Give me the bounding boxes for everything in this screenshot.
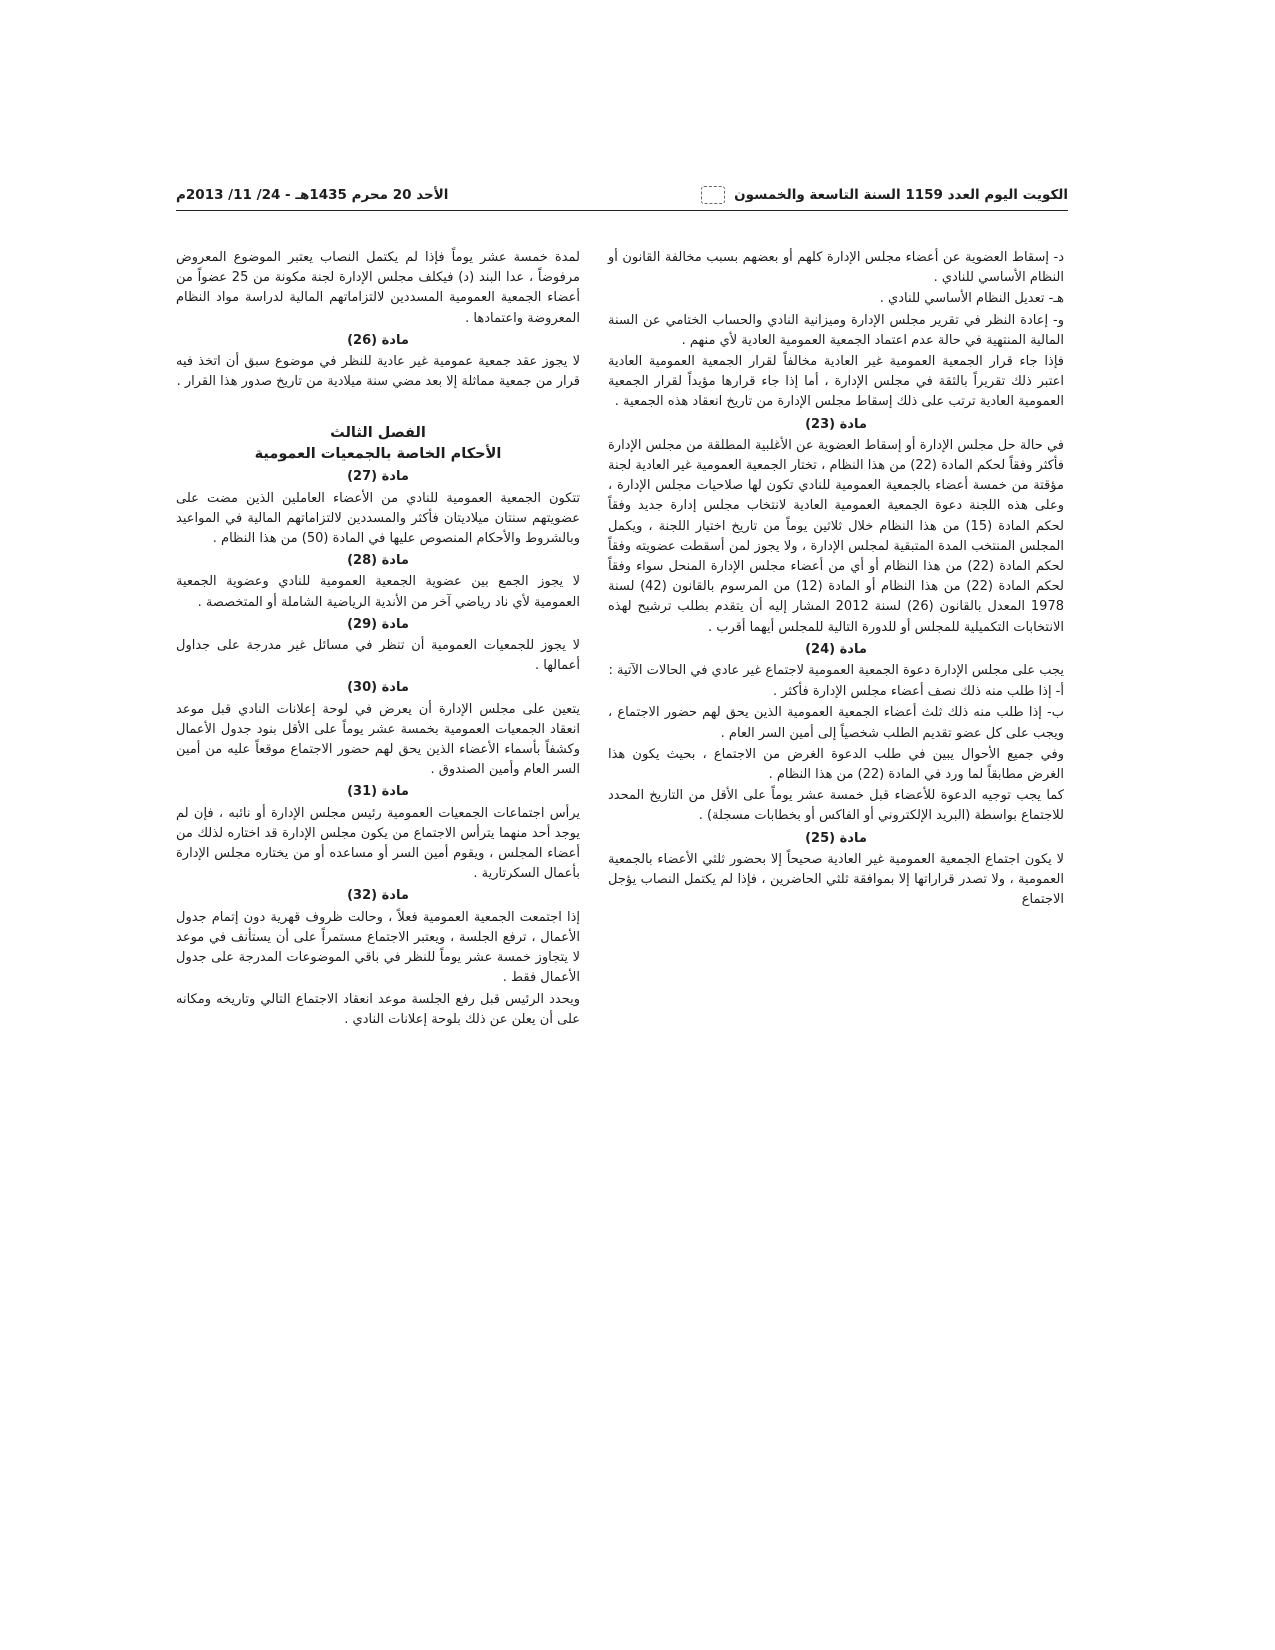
issue-label: الكويت اليوم العدد 1159 السنة التاسعة والخمسون: [734, 187, 1068, 203]
list-item: وفي جميع الأحوال يبين في طلب الدعوة الغرض من الاجتماع ، بحيث يكون هذا الغرض مطابقاً لما ورد في المادة (22) من هذا النظام .: [608, 746, 1064, 783]
gazette-issue-info: [697, 186, 1068, 204]
spacer: [176, 393, 580, 423]
article-29-heading: مادة (29): [347, 616, 409, 632]
header-rule: [176, 210, 1068, 211]
list-item: د- إسقاط العضوية عن أعضاء مجلس الإدارة كلهم أو بعضهم بسبب مخالفة القانون أو النظام الأساسي للنادي .: [608, 250, 1064, 286]
gazette-emblem-icon: [701, 186, 725, 204]
chapter-subtitle: الأحكام الخاصة بالجمعيات العمومية: [254, 446, 502, 463]
article-26-heading: مادة (26): [347, 332, 409, 348]
list-item: ويحدد الرئيس قبل رفع الجلسة موعد انعقاد الاجتماع التالي وتاريخه ومكانه على أن يعلن عن ذلك بلوحة إعلانات النادي .: [176, 991, 580, 1027]
list-item: ب- إذا طلب منه ذلك ثلث أعضاء الجمعية العمومية الذين يحق لهم حضور الاجتماع ، ويجب على كل عضو تقديم الطلب شخصياً إلى أمين السر العام .: [608, 705, 1064, 741]
article-27-heading: مادة (27): [347, 469, 409, 485]
chapter-title: الفصل الثالث: [330, 425, 426, 442]
issue-date: الأحد 20 محرم 1435هـ - 24/ 11/ 2013م: [176, 187, 449, 203]
left-column: [176, 248, 580, 1031]
article-26-text: لا يجوز عقد جمعية عمومية غير عادية للنظر في موضوع سبق أن اتخذ فيه قرار من جمعية مماثلة إلا بعد مضي سنة ميلادية من تاريخ صدور هذا القرار .: [176, 354, 580, 390]
article-29-text: لا يجوز للجمعيات العمومية أن تنظر في مسائل غير مدرجة على جداول أعمالها .: [176, 638, 580, 674]
list-item: فإذا جاء قرار الجمعية العمومية غير العادية مخالفاً لقرار الجمعية العمومية العادية اعتبر ذلك تقريراً بالثقة في مجلس الإدارة ، أما إذا جاء قرارها مؤيداً لقرار الجمعية العمومية العادية ترتب على ذلك إسقاط مجلس الإدارة من تاريخ انعقاد هذه الجمعية .: [608, 354, 1064, 410]
article-23-heading: مادة (23): [805, 416, 867, 432]
article-25-text: لا يكون اجتماع الجمعية العمومية غير العادية صحيحاً إلا بحضور ثلثي الأعضاء بالجمعية العمومية ، ولا تصدر قراراتها إلا بموافقة ثلثي الحاضرين ، فإذا لم يكتمل النصاب يؤجل الاجتماع: [608, 851, 1064, 908]
article-32-heading: مادة (32): [347, 888, 409, 904]
right-column: [608, 248, 1064, 912]
list-item: و- إعادة النظر في تقرير مجلس الإدارة وميزانية النادي والحساب الختامي عن السنة المالية المنتهية في حالة عدم اعتماد الجمعية العمومية العادية لأي منهم .: [608, 312, 1064, 348]
list-item: إذا اجتمعت الجمعية العمومية فعلاً ، وحالت ظروف قهرية دون إتمام جدول الأعمال ، ترفع الجلسة ، ويعتبر الاجتماع مستمراً على أن يستأنف في موعد لا يتجاوز خمسة عشر يوماً للنظر في باقي الموضوعات المدرجة على جدول الأعمال فقط .: [176, 909, 580, 986]
page-header: [176, 184, 1068, 206]
article-24-heading: مادة (24): [805, 641, 867, 657]
list-item: كما يجب توجيه الدعوة للأعضاء قبل خمسة عشر يوماً على الأقل من التاريخ المحدد للاجتماع بواسطة (البريد الإلكتروني أو الفاكس أو بخطابات مسجلة) .: [608, 788, 1064, 824]
article-23-text: في حالة حل مجلس الإدارة أو إسقاط العضوية عن الأغلبية المطلقة من مجلس الإدارة فأكثر وفقاً لحكم المادة (22) من هذا النظام ، تختار الجمعية العمومية غير العادية لجنة مؤقتة من خمسة أعضاء بالجمعية العمومية للنادي تكون لها صلاحيات مجلس الإدارة ، وعلى هذه اللجنة دعوة الجمعية العمومية العادية لانتخاب مجلس إدارة جديد وفقاً لحكم المادة (15) من هذا النظام خلال ثلاثين يوماً من تاريخ اختيار اللجنة ، ويكمل المجلس المنتخب المدة المتبقية لمجلس الإدارة ، ولا يجوز لمن أسقطت عضويته وفقاً لحكم المادة (22) من هذا النظام أو أي من أعضاء مجلس الإدارة المنحل سواء وفقاً لحكم المادة (22) من هذا النظام أو المادة (12) من المرسوم بالقانون (42) لسنة 1978 المعدل بالقانون (26) لسنة 2012 المشار إليه أن يتقدم بطلب ترشيح لهذه الانتخابات التكميلية للمجلس أو للدورة التالية للمجلس أيهما أقرب .: [608, 437, 1065, 635]
article-31-text: يرأس اجتماعات الجمعيات العمومية رئيس مجلس الإدارة أو نائبه ، فإن لم يوجد أحد منهما يترأس الاجتماع من يكون مجلس الإدارة قد اختاره لذلك من أعضاء المجلس ، ويقوم أمين السر أو مساعده أو من يختاره مجلس الإدارة بأعمال السكرتارية .: [176, 805, 580, 882]
article-31-heading: مادة (31): [347, 784, 409, 800]
article-25-continuation: لمدة خمسة عشر يوماً فإذا لم يكتمل النصاب يعتبر الموضوع المعروض مرفوضاً ، عدا البند (د) فيكلف مجلس الإدارة لجنة مكونة من 25 عضواً من أعضاء الجمعية العمومية المسددين لالتزاماتهم المالية لدراسة مواد النظام المعروضة واعتمادها .: [176, 250, 580, 326]
article-25-heading: مادة (25): [805, 830, 867, 846]
article-30-text: يتعين على مجلس الإدارة أن يعرض في لوحة إعلانات النادي قبل موعد انعقاد الجمعيات العمومية بخمسة عشر يوماً على الأقل بنود جدول الأعمال وكشفاً بأسماء الأعضاء الذين يحق لهم حضور الاجتماع موقعاً عليه من أمين السر العام وأمين الصندوق .: [176, 701, 580, 778]
article-30-heading: مادة (30): [347, 680, 409, 696]
article-27-text: تتكون الجمعية العمومية للنادي من الأعضاء العاملين الذين مضت على عضويتهم سنتان ميلاديتان فأكثر والمسددين لالتزاماتهم المالية في المواعيد وبالشروط والأحكام المنصوص عليها في المادة (50) من هذا النظام .: [176, 490, 580, 547]
list-item: هـ- تعديل النظام الأساسي للنادي .: [879, 291, 1064, 307]
article-28-text: لا يجوز الجمع بين عضوية الجمعية العمومية للنادي وعضوية الجمعية العمومية لأي ناد رياضي آخر من الأندية الرياضية الشاملة أو المتخصصة .: [176, 574, 580, 610]
list-item: يجب على مجلس الإدارة دعوة الجمعية العمومية لاجتماع غير عادي في الحالات الآتية :: [608, 663, 1064, 679]
list-item: أ- إذا طلب منه ذلك نصف أعضاء مجلس الإدارة فأكثر .: [772, 684, 1064, 700]
article-28-heading: مادة (28): [347, 553, 409, 569]
